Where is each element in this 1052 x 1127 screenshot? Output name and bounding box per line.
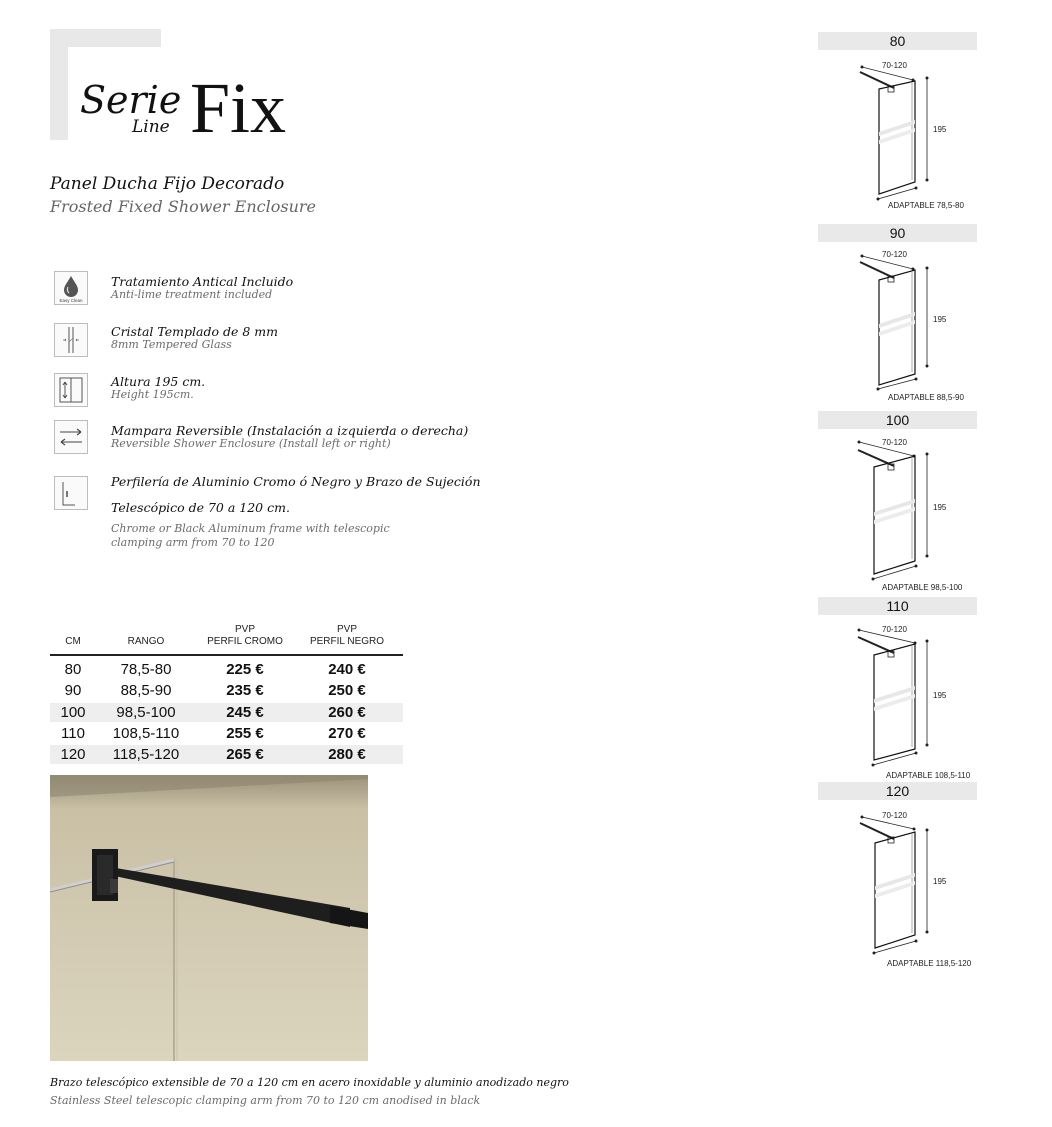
table-header-pvp-negro-top: PVP xyxy=(336,624,357,635)
cell-rango: 78,5-80 xyxy=(120,661,172,678)
aluminium-frame-icon xyxy=(54,476,88,510)
size-header-100: 100 xyxy=(818,411,977,429)
table-row xyxy=(50,724,403,743)
diagram-panel-100 xyxy=(818,436,988,606)
adaptable-label: ADAPTABLE 108,5-110 xyxy=(886,771,971,780)
subtitle-spanish: Panel Ducha Fijo Decorado xyxy=(50,174,285,194)
title-serie: Serie xyxy=(80,78,182,122)
height-label: 195 xyxy=(933,877,947,886)
photo-caption-es: Brazo telescópico extensible de 70 a 120 cm en acero inoxidable y aluminio anodizado negro xyxy=(50,1076,569,1089)
table-row xyxy=(50,660,403,679)
cell-price-negro: 270 € xyxy=(328,725,366,742)
diagram-panel-80 xyxy=(818,58,988,228)
height-label: 195 xyxy=(933,691,947,700)
table-header-pvp-negro: PERFIL NEGRO xyxy=(309,636,385,647)
cell-price-cromo: 245 € xyxy=(226,704,264,721)
height-label: 195 xyxy=(933,315,947,324)
easy-clean-drop-icon xyxy=(54,271,88,305)
table-row xyxy=(50,681,403,700)
feature-height-es: Altura 195 cm. xyxy=(111,374,206,389)
diagram-panel-120 xyxy=(818,809,988,979)
cell-cm: 120 xyxy=(60,746,86,763)
adaptable-label: ADAPTABLE 98,5-100 xyxy=(882,583,963,592)
table-header-rango: RANGO xyxy=(127,636,165,647)
cell-price-negro: 260 € xyxy=(328,704,366,721)
cell-price-negro: 280 € xyxy=(328,746,366,763)
adaptable-label: ADAPTABLE 88,5-90 xyxy=(888,393,964,402)
arm-range-label: 70-120 xyxy=(882,250,907,259)
cell-rango: 118,5-120 xyxy=(112,746,180,763)
table-header-cm: CM xyxy=(65,636,81,647)
adaptable-label: ADAPTABLE 118,5-120 xyxy=(887,959,972,968)
table-header-pvp-cromo-top: PVP xyxy=(234,624,255,635)
tempered-glass-icon xyxy=(54,323,88,357)
height-arrows-icon xyxy=(54,373,88,407)
product-photo-clamping-arm xyxy=(50,775,368,1061)
feature-height-en: Height 195cm. xyxy=(111,388,194,401)
table-header-rule xyxy=(50,654,403,656)
cell-rango: 108,5-110 xyxy=(112,725,180,742)
cell-cm: 100 xyxy=(60,704,86,721)
diagram-panel-90 xyxy=(818,248,988,418)
cell-price-cromo: 235 € xyxy=(226,682,264,699)
cell-rango: 88,5-90 xyxy=(120,682,172,699)
photo-caption-en: Stainless Steel telescopic clamping arm from 70 to 120 cm anodised in black xyxy=(50,1094,481,1107)
feature-frame-en: Chrome or Black Aluminum frame with telescopic xyxy=(111,522,390,535)
title-line: Line xyxy=(132,117,170,137)
size-header-110: 110 xyxy=(818,597,977,615)
feature-reversible-es: Mampara Reversible (Instalación a izquierda o derecha) xyxy=(111,423,469,438)
cell-price-cromo: 255 € xyxy=(226,725,264,742)
arm-range-label: 70-120 xyxy=(882,438,907,447)
cell-price-cromo: 265 € xyxy=(226,746,264,763)
height-label: 195 xyxy=(933,503,947,512)
easy-clean-label: Easy Clean xyxy=(59,298,83,303)
feature-frame-es: Perfilería de Aluminio Cromo ó Negro y Brazo de Sujeción xyxy=(111,474,481,489)
cell-cm: 90 xyxy=(64,682,82,699)
adaptable-label: ADAPTABLE 78,5-80 xyxy=(888,201,964,210)
cell-rango: 98,5-100 xyxy=(116,704,176,721)
cell-price-negro: 250 € xyxy=(328,682,366,699)
feature-anticalc-en: Anti-lime treatment included xyxy=(111,288,273,301)
feature-glass-en: 8mm Tempered Glass xyxy=(111,338,232,351)
subtitle-english: Frosted Fixed Shower Enclosure xyxy=(50,197,316,216)
feature-frame-en-2: clamping arm from 70 to 120 xyxy=(111,536,275,549)
arm-range-label: 70-120 xyxy=(882,61,907,70)
size-header-120: 120 xyxy=(818,782,977,800)
cell-cm: 110 xyxy=(61,725,85,742)
arm-range-label: 70-120 xyxy=(882,811,907,820)
diagram-panel-110 xyxy=(818,623,988,793)
table-row xyxy=(50,703,403,722)
cell-cm: 80 xyxy=(64,661,82,678)
reversible-arrows-icon xyxy=(54,420,88,454)
arm-range-label: 70-120 xyxy=(882,625,907,634)
feature-glass-es: Cristal Templado de 8 mm xyxy=(111,324,278,339)
size-header-80: 80 xyxy=(818,32,977,50)
cell-price-negro: 240 € xyxy=(328,661,366,678)
feature-reversible-en: Reversible Shower Enclosure (Install left or right) xyxy=(111,437,391,450)
table-header-pvp-cromo: PERFIL CROMO xyxy=(207,636,283,647)
feature-frame-es-2: Telescópico de 70 a 120 cm. xyxy=(111,500,290,515)
height-label: 195 xyxy=(933,125,947,134)
feature-anticalc-es: Tratamiento Antical Incluido xyxy=(111,274,294,289)
size-header-90: 90 xyxy=(818,224,977,242)
title-fix: Fix xyxy=(190,68,287,148)
cell-price-cromo: 225 € xyxy=(226,661,264,678)
table-row xyxy=(50,745,403,764)
